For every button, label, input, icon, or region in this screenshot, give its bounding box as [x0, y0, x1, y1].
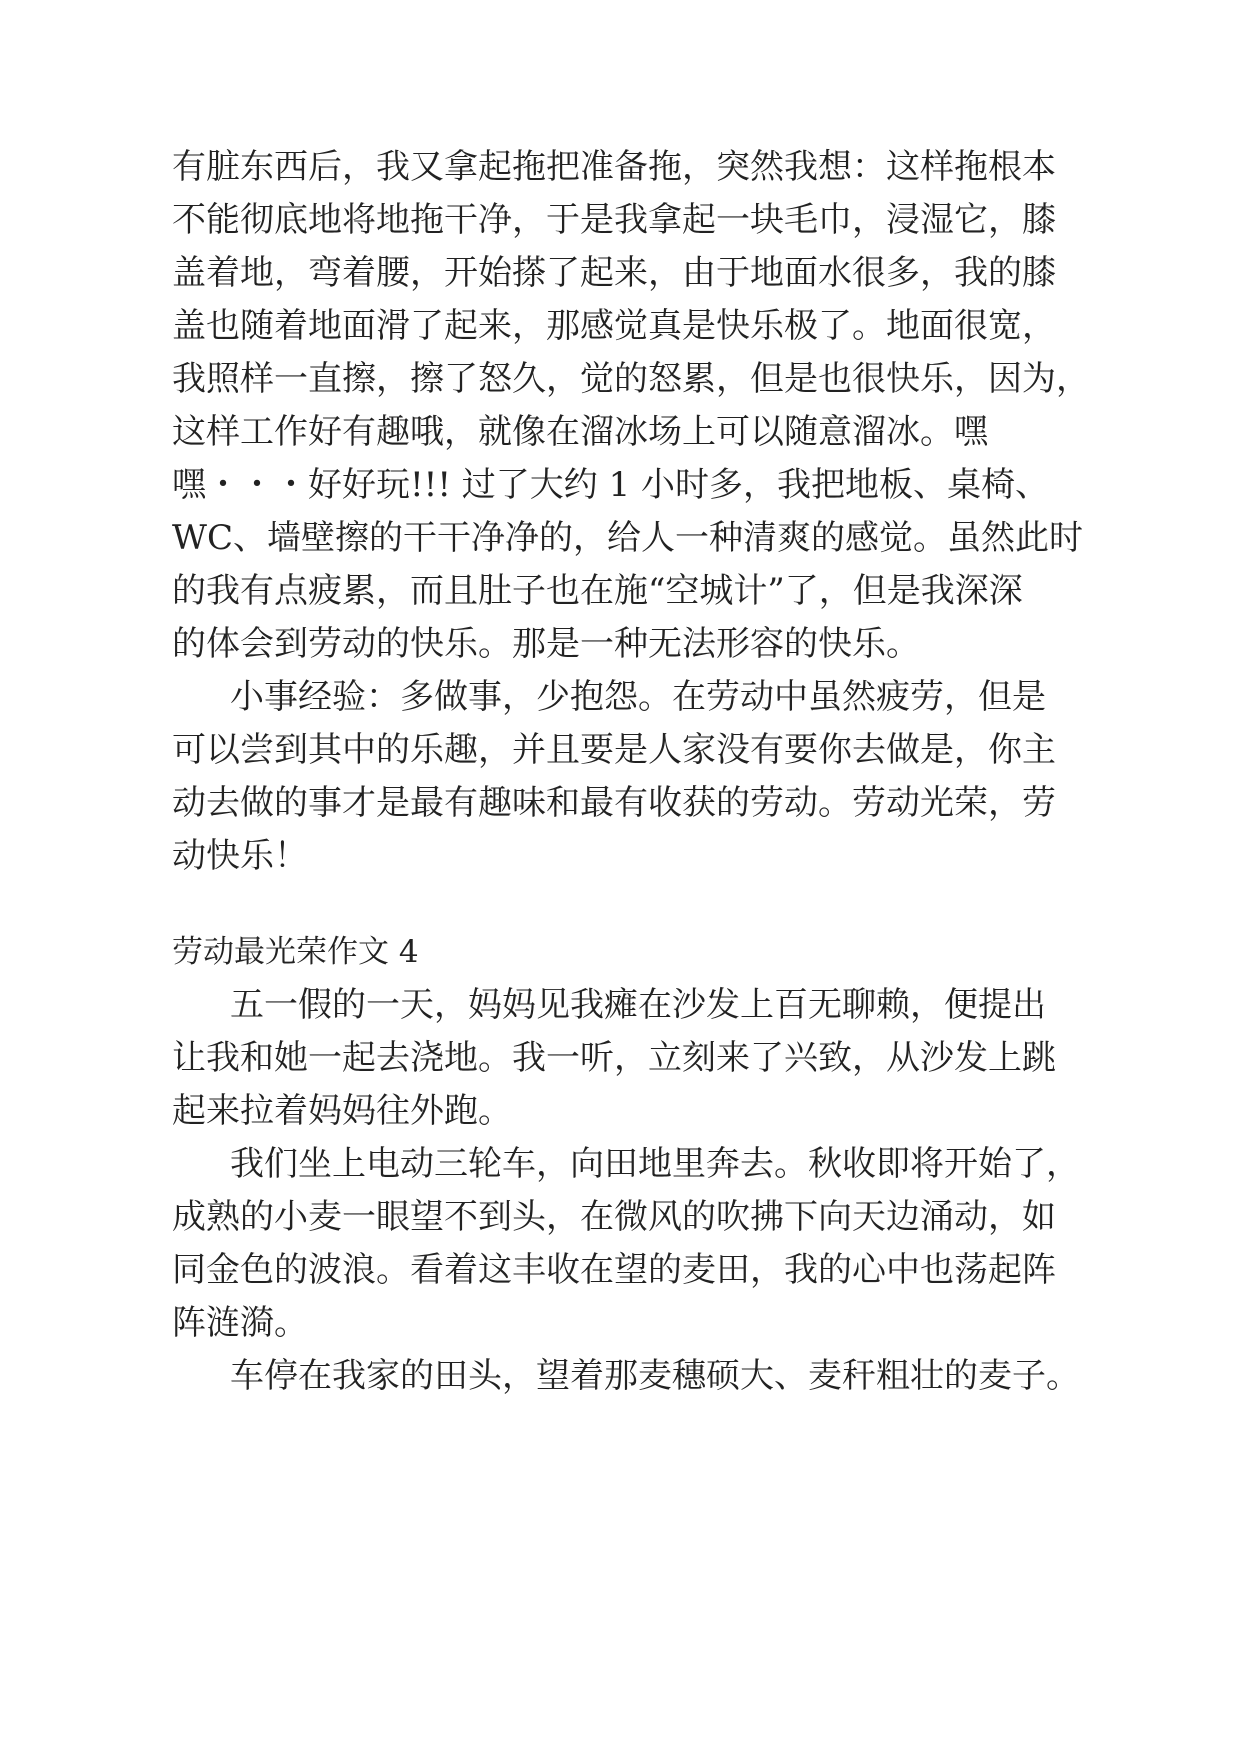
text-line: 嘿・・・好好玩!!! 过了大约 1 小时多，我把地板、桌椅、 [172, 465, 1050, 505]
text-line: 的体会到劳动的快乐。那是一种无法形容的快乐。 [172, 624, 920, 664]
text-line: 让我和她一起去浇地。我一听，立刻来了兴致，从沙发上跳 [172, 1038, 1056, 1078]
text-line: 起来拉着妈妈往外跑。 [172, 1091, 512, 1131]
text-line: 不能彻底地将地拖干净，于是我拿起一块毛巾，浸湿它，膝 [172, 200, 1056, 240]
text-line: 车停在我家的田头，望着那麦穗硕大、麦秆粗壮的麦子。 [230, 1356, 1080, 1396]
text-line: 的我有点疲累，而且肚子也在施“空城计”了，但是我深深 [172, 571, 1023, 611]
text-line: 盖也随着地面滑了起来，那感觉真是快乐极了。地面很宽， [172, 306, 1056, 346]
text-line: 可以尝到其中的乐趣，并且要是人家没有要你去做是，你主 [172, 730, 1056, 770]
text-line: 我照样一直擦，擦了怒久，觉的怒累，但是也很快乐，因为， [172, 359, 1090, 399]
text-line: 盖着地，弯着腰，开始搽了起来，由于地面水很多，我的膝 [172, 253, 1056, 293]
text-line: 动快乐！ [172, 836, 308, 876]
text-line: 有脏东西后，我又拿起拖把准备拖，突然我想：这样拖根本 [172, 147, 1056, 187]
text-line: 阵涟漪。 [172, 1303, 308, 1343]
text-line: WC、墙壁擦的干干净净的，给人一种清爽的感觉。虽然此时 [172, 518, 1083, 558]
text-line: 五一假的一天，妈妈见我瘫在沙发上百无聊赖，便提出 [230, 985, 1046, 1025]
section-heading: 劳动最光荣作文 4 [172, 934, 419, 970]
text-line: 动去做的事才是最有趣味和最有收获的劳动。劳动光荣，劳 [172, 783, 1056, 823]
text-line: 同金色的波浪。看着这丰收在望的麦田，我的心中也荡起阵 [172, 1250, 1056, 1290]
text-line: 我们坐上电动三轮车，向田地里奔去。秋收即将开始了， [230, 1144, 1080, 1184]
text-line: 这样工作好有趣哦，就像在溜冰场上可以随意溜冰。嘿 [172, 412, 988, 452]
text-line: 小事经验：多做事，少抱怨。在劳动中虽然疲劳，但是 [230, 677, 1046, 717]
text-line: 成熟的小麦一眼望不到头，在微风的吹拂下向天边涌动，如 [172, 1197, 1056, 1237]
